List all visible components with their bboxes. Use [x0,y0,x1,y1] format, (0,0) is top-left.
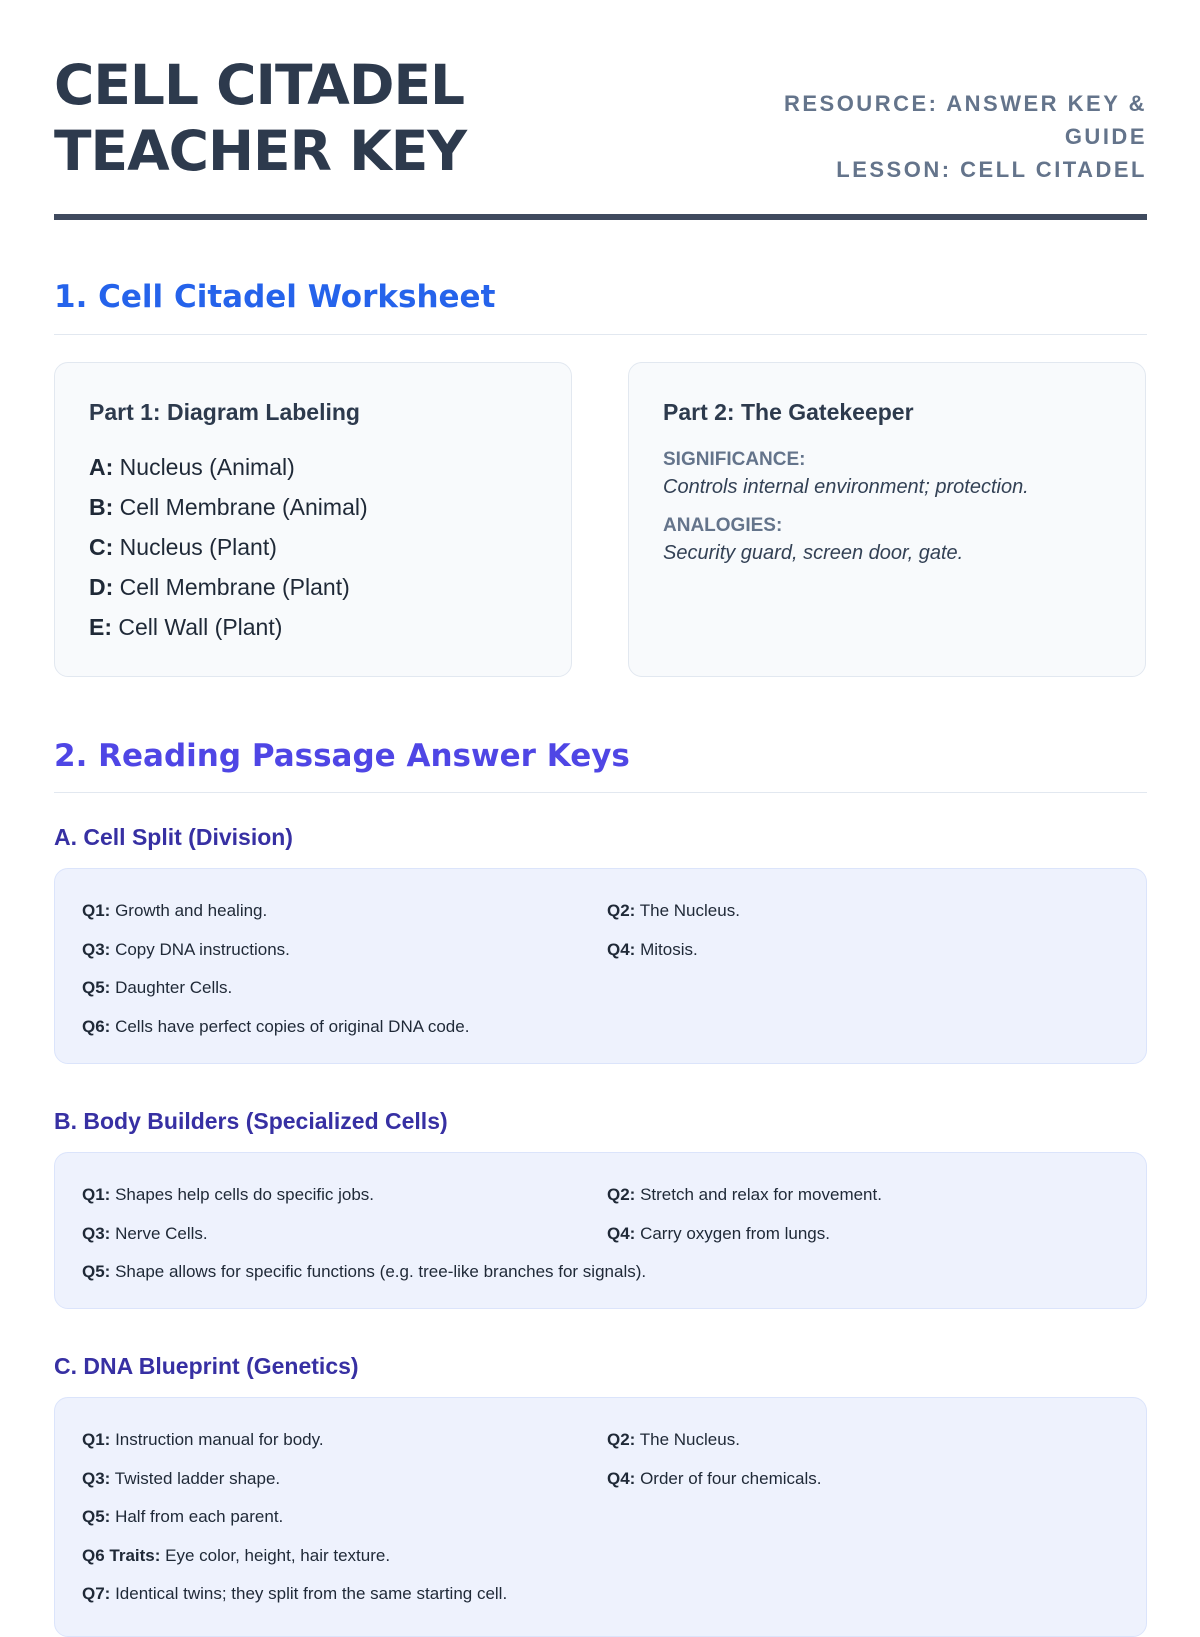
section-1-divider [54,334,1147,335]
question-number: Q4: [607,1223,636,1243]
label-key: E: [89,614,112,640]
question-number: Q1: [82,1430,111,1449]
question-number: Q6 Traits: [82,1545,161,1565]
answer-text: The Nucleus. [639,1430,740,1449]
section-1-title: 1. Cell Citadel Worksheet [54,279,496,315]
analogies-label: ANALOGIES: [663,515,783,536]
diagram-labeling-card [54,362,572,677]
resource-meta [747,87,1147,186]
label-item [89,607,537,647]
title-line-1: CELL CITADEL [54,53,465,117]
label-key: C: [89,534,114,560]
question-number: Q1: [82,901,111,920]
answer-key-page [54,0,1147,1603]
answer-item [82,892,607,931]
label-key: A: [89,454,114,480]
section-2-title: 2. Reading Passage Answer Keys [54,738,630,774]
question-number: Q4: [607,939,636,959]
label-item [89,567,537,607]
answer-text: Cells have perfect copies of original DNA code. [115,1016,470,1036]
label-text: Nucleus (Animal) [119,454,295,480]
answer-item [82,1253,1132,1292]
answers-box-b [54,1152,1147,1309]
answer-item [607,1176,1132,1215]
answer-text: Shape allows for specific functions (e.g. tree-like branches for signals). [115,1262,647,1281]
question-number: Q3: [82,939,111,959]
answer-text: Carry oxygen from lungs. [640,1223,830,1243]
answer-text: Twisted ladder shape. [114,1468,281,1488]
answer-item [82,1498,1132,1537]
answers-box-a [54,868,1147,1064]
meta-resource-line: RESOURCE: ANSWER KEY & [783,91,1147,116]
answer-item [607,892,1132,931]
answer-text: Half from each parent. [115,1507,284,1526]
question-number: Q5: [82,1262,111,1281]
answer-text: Order of four chemicals. [640,1468,822,1488]
part-1-title: Part 1: Diagram Labeling [89,399,360,425]
question-number: Q6: [82,1016,111,1036]
label-key: D: [89,574,114,600]
answer-text: Stretch and relax for movement. [640,1185,882,1204]
subsection-a-title: A. Cell Split (Division) [54,824,293,850]
header-divider [54,214,1147,220]
answer-text: Copy DNA instructions. [115,939,290,959]
label-text: Cell Wall (Plant) [118,614,283,640]
answer-text: Mitosis. [640,939,698,959]
part-2-title: Part 2: The Gatekeeper [663,399,914,425]
question-number: Q2: [607,1430,636,1449]
meta-resource-line-cont: GUIDE [1064,124,1147,149]
answer-text: Instruction manual for body. [115,1430,324,1449]
answer-text: Identical twins; they split from the same starting cell. [115,1584,508,1603]
page-header [54,0,1147,221]
question-number: Q5: [82,1507,111,1526]
answer-item [82,1460,607,1499]
title-line-2: TEACHER KEY [54,119,467,183]
analogies-text: Security guard, screen door, gate. [663,542,964,564]
answer-text: Nerve Cells. [115,1223,208,1243]
label-item [89,447,537,487]
answer-item [607,1460,1132,1499]
subsection-b-title: B. Body Builders (Specialized Cells) [54,1108,448,1134]
question-number: Q7: [82,1584,111,1603]
question-number: Q4: [607,1468,636,1488]
page-title [54,52,466,184]
question-number: Q2: [607,1185,636,1204]
meta-lesson-line: LESSON: CELL CITADEL [836,157,1147,182]
label-key: B: [89,494,114,520]
subsection-c-title: C. DNA Blueprint (Genetics) [54,1353,359,1379]
significance-label: SIGNIFICANCE: [663,449,806,470]
answer-item [82,1421,607,1460]
answer-text: The Nucleus. [639,901,740,920]
label-text: Nucleus (Plant) [119,534,277,560]
section-2-divider [54,792,1147,793]
label-item [89,487,537,527]
answer-item [82,1176,607,1215]
question-number: Q2: [607,901,636,920]
answer-item [82,1575,1132,1614]
answer-item [607,1215,1132,1254]
label-text: Cell Membrane (Animal) [119,494,368,520]
question-number: Q3: [82,1468,111,1488]
answers-box-c [54,1397,1147,1637]
answer-item [82,1537,1132,1576]
question-number: Q1: [82,1185,111,1204]
answer-text: Daughter Cells. [115,978,233,997]
label-item [89,527,537,567]
answer-text: Growth and healing. [115,901,268,920]
question-number: Q5: [82,978,111,997]
answer-item [607,931,1132,970]
label-text: Cell Membrane (Plant) [119,574,350,600]
answer-item [607,1421,1132,1460]
gatekeeper-card [628,362,1146,677]
significance-text: Controls internal environment; protection. [663,476,1029,498]
answer-item [82,1008,1132,1047]
answer-text: Shapes help cells do specific jobs. [115,1185,375,1204]
answer-item [82,1215,607,1254]
question-number: Q3: [82,1223,111,1243]
answer-item [82,931,607,970]
answer-item [82,969,1132,1008]
answer-text: Eye color, height, hair texture. [165,1545,391,1565]
